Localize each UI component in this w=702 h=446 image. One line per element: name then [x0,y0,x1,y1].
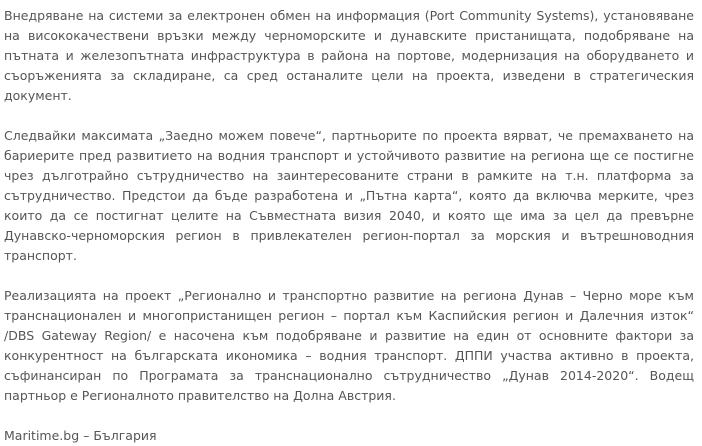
article-paragraph-2: Следвайки максимата „Заедно можем повече“, партньорите по проекта вярват, че премахването на бариерите пред развитието на водния транспорт и устойчивото развитие на региона ще се постигне чрез дълготрайно сътрудничество на заинтересованите страни в рамките на т.н. платформа за сътрудничество. Предстои да бъде разработена и „Пътна карта“, която да включва мерките, чрез които да се постигнат целите на Съвместната визия 2040, и която ще има за цел да превърне Дунавско-черноморския регион в привлекателен регион-портал за морския и вътрешноводния транспорт. [4,128,694,263]
article-paragraph-3: Реализацията на проект „Регионално и транспортно развитие на региона Дунав – Черно море към транснационален и многопристанищен регион – портал към Каспийския регион и Далечния изток“ /DBS Gateway Region/ е насочена към подобряване и развитие на един от основните фактори за конкурентност на българската икономика – водния транспорт. ДППИ участва активно в проекта, съфинансиран по Програмата за транснационално сътрудничество „Дунав 2014-2020“. Водещ партньор е Регионалното правителство на Долна Австрия. [4,288,694,403]
article-paragraph-1: Внедряване на системи за електронен обмен на информация (Port Community Systems), установяване на висококачествени връзки между черноморските и дунавските пристанищата, подобряване на пътната и железопътната инфраструктура в района на портове, модернизация на оборудването и съоръженията за складиране, са сред останалите цели на проекта, изведени в стратегическия документ. [4,8,694,103]
article-source: Maritime.bg – България [4,428,157,443]
